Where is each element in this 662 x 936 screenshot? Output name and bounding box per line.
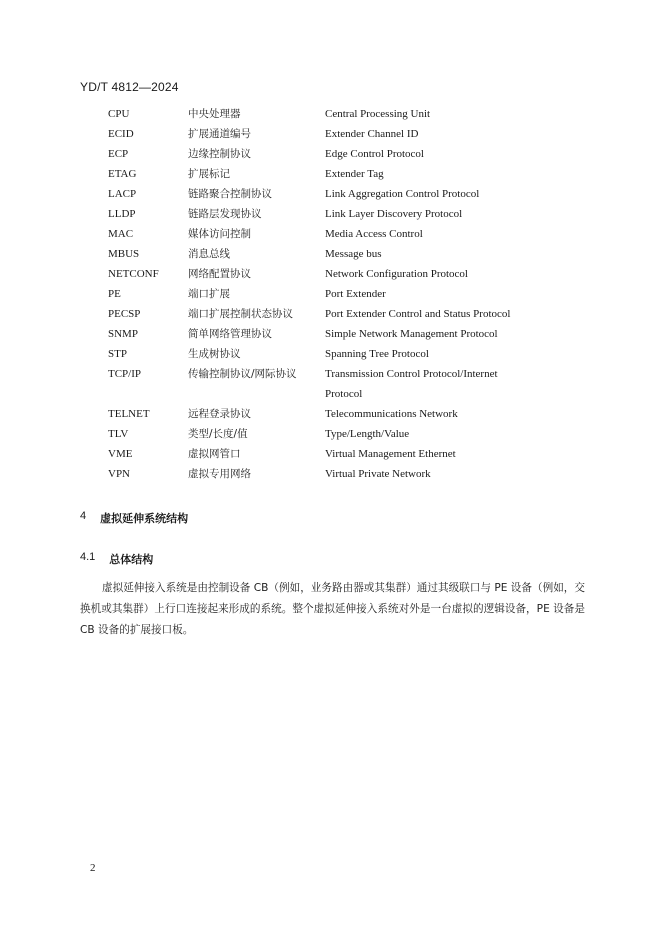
abbreviation-english: Port Extender xyxy=(325,288,386,300)
abbreviation-english: Extender Channel ID xyxy=(325,128,419,140)
abbreviation-row xyxy=(108,184,578,204)
abbreviation-term: ETAG xyxy=(108,168,137,180)
abbreviation-chinese: 中央处理器 xyxy=(188,108,241,120)
abbreviation-english: Simple Network Management Protocol xyxy=(325,328,498,340)
abbreviation-row xyxy=(108,264,578,284)
abbreviation-chinese: 传输控制协议/网际协议 xyxy=(188,368,297,380)
section-number: 4 xyxy=(80,510,87,522)
abbreviation-row xyxy=(108,164,578,184)
abbreviation-term: LACP xyxy=(108,188,137,200)
abbreviation-row xyxy=(108,124,578,144)
abbreviation-chinese: 简单网络管理协议 xyxy=(188,328,272,340)
abbreviation-english: Central Processing Unit xyxy=(325,108,431,120)
abbreviation-english: Edge Control Protocol xyxy=(325,148,424,160)
body-paragraph: 虚拟延伸接入系统是由控制设备 CB（例如，业务路由器或其集群）通过其级联口与 PE 设备（例如，交换机或其集群）上行口连接起来形成的系统。整个虚拟延伸接入系统对外是一台虚拟的逻辑设备，PE 设备是 CB 设备的扩展接口板。 xyxy=(80,582,585,636)
abbreviation-row xyxy=(108,364,578,404)
abbreviation-chinese: 生成树协议 xyxy=(188,348,241,360)
abbreviation-row xyxy=(108,244,578,264)
abbreviation-term: TLV xyxy=(108,428,129,440)
abbreviation-row xyxy=(108,144,578,164)
abbreviation-row xyxy=(108,304,578,324)
abbreviation-english: Link Aggregation Control Protocol xyxy=(325,188,480,200)
abbreviation-term: SNMP xyxy=(108,328,138,340)
subsection-title: 总体结构 xyxy=(109,553,154,566)
section-title: 虚拟延伸系统结构 xyxy=(100,512,189,525)
abbreviation-term: LLDP xyxy=(108,208,136,220)
abbreviation-row xyxy=(108,404,578,424)
abbreviation-chinese: 远程登录协议 xyxy=(188,408,251,420)
abbreviation-chinese: 链路层发现协议 xyxy=(188,208,262,220)
abbreviation-chinese: 虚拟网管口 xyxy=(188,448,241,460)
abbreviation-row xyxy=(108,284,578,304)
abbreviation-term: ECP xyxy=(108,148,129,160)
abbreviation-row xyxy=(108,324,578,344)
abbreviation-term: PE xyxy=(108,288,121,300)
abbreviation-term: TCP/IP xyxy=(108,368,142,380)
abbreviation-english: Virtual Management Ethernet xyxy=(325,448,456,460)
abbreviation-row xyxy=(108,464,578,484)
abbreviation-chinese: 边缘控制协议 xyxy=(188,148,251,160)
abbreviation-chinese: 端口扩展 xyxy=(188,288,230,300)
abbreviation-term: NETCONF xyxy=(108,268,159,280)
abbreviation-term: VME xyxy=(108,448,133,460)
document-header: YD/T 4812—2024 xyxy=(80,80,179,94)
abbreviation-english: Spanning Tree Protocol xyxy=(325,348,429,360)
abbreviation-chinese: 虚拟专用网络 xyxy=(188,468,251,480)
abbreviation-list xyxy=(108,104,578,484)
abbreviation-english: Port Extender Control and Status Protocol xyxy=(325,308,511,320)
abbreviation-chinese: 媒体访问控制 xyxy=(188,228,251,240)
abbreviation-english: Type/Length/Value xyxy=(325,428,410,440)
abbreviation-chinese: 扩展通道编号 xyxy=(188,128,251,140)
section-heading xyxy=(80,510,188,526)
abbreviation-term: CPU xyxy=(108,108,130,120)
abbreviation-term: STP xyxy=(108,348,127,360)
page-number: 2 xyxy=(90,862,96,874)
abbreviation-row xyxy=(108,204,578,224)
abbreviation-english: Media Access Control xyxy=(325,228,423,240)
subsection-heading xyxy=(80,551,153,567)
abbreviation-row xyxy=(108,104,578,124)
abbreviation-term: PECSP xyxy=(108,308,141,320)
abbreviation-english: Telecommunications Network xyxy=(325,408,458,420)
abbreviation-chinese: 链路聚合控制协议 xyxy=(188,188,272,200)
abbreviation-chinese: 类型/长度/值 xyxy=(188,428,248,440)
abbreviation-row xyxy=(108,224,578,244)
abbreviation-english: Message bus xyxy=(325,248,382,260)
abbreviation-term: VPN xyxy=(108,468,131,480)
abbreviation-term: TELNET xyxy=(108,408,150,420)
abbreviation-chinese: 扩展标记 xyxy=(188,168,230,180)
abbreviation-term: MBUS xyxy=(108,248,140,260)
abbreviation-english: Virtual Private Network xyxy=(325,468,431,480)
abbreviation-term: ECID xyxy=(108,128,134,140)
abbreviation-row xyxy=(108,344,578,364)
abbreviation-english: Link Layer Discovery Protocol xyxy=(325,208,463,220)
abbreviation-english: Transmission Control Protocol/Internet Protocol xyxy=(325,368,498,400)
abbreviation-term: MAC xyxy=(108,228,134,240)
subsection-number: 4.1 xyxy=(80,551,96,563)
abbreviation-chinese: 端口扩展控制状态协议 xyxy=(188,308,293,320)
abbreviation-row xyxy=(108,424,578,444)
abbreviation-english: Network Configuration Protocol xyxy=(325,268,468,280)
abbreviation-chinese: 网络配置协议 xyxy=(188,268,251,280)
abbreviation-english: Extender Tag xyxy=(325,168,384,180)
abbreviation-chinese: 消息总线 xyxy=(188,248,230,260)
abbreviation-row xyxy=(108,444,578,464)
